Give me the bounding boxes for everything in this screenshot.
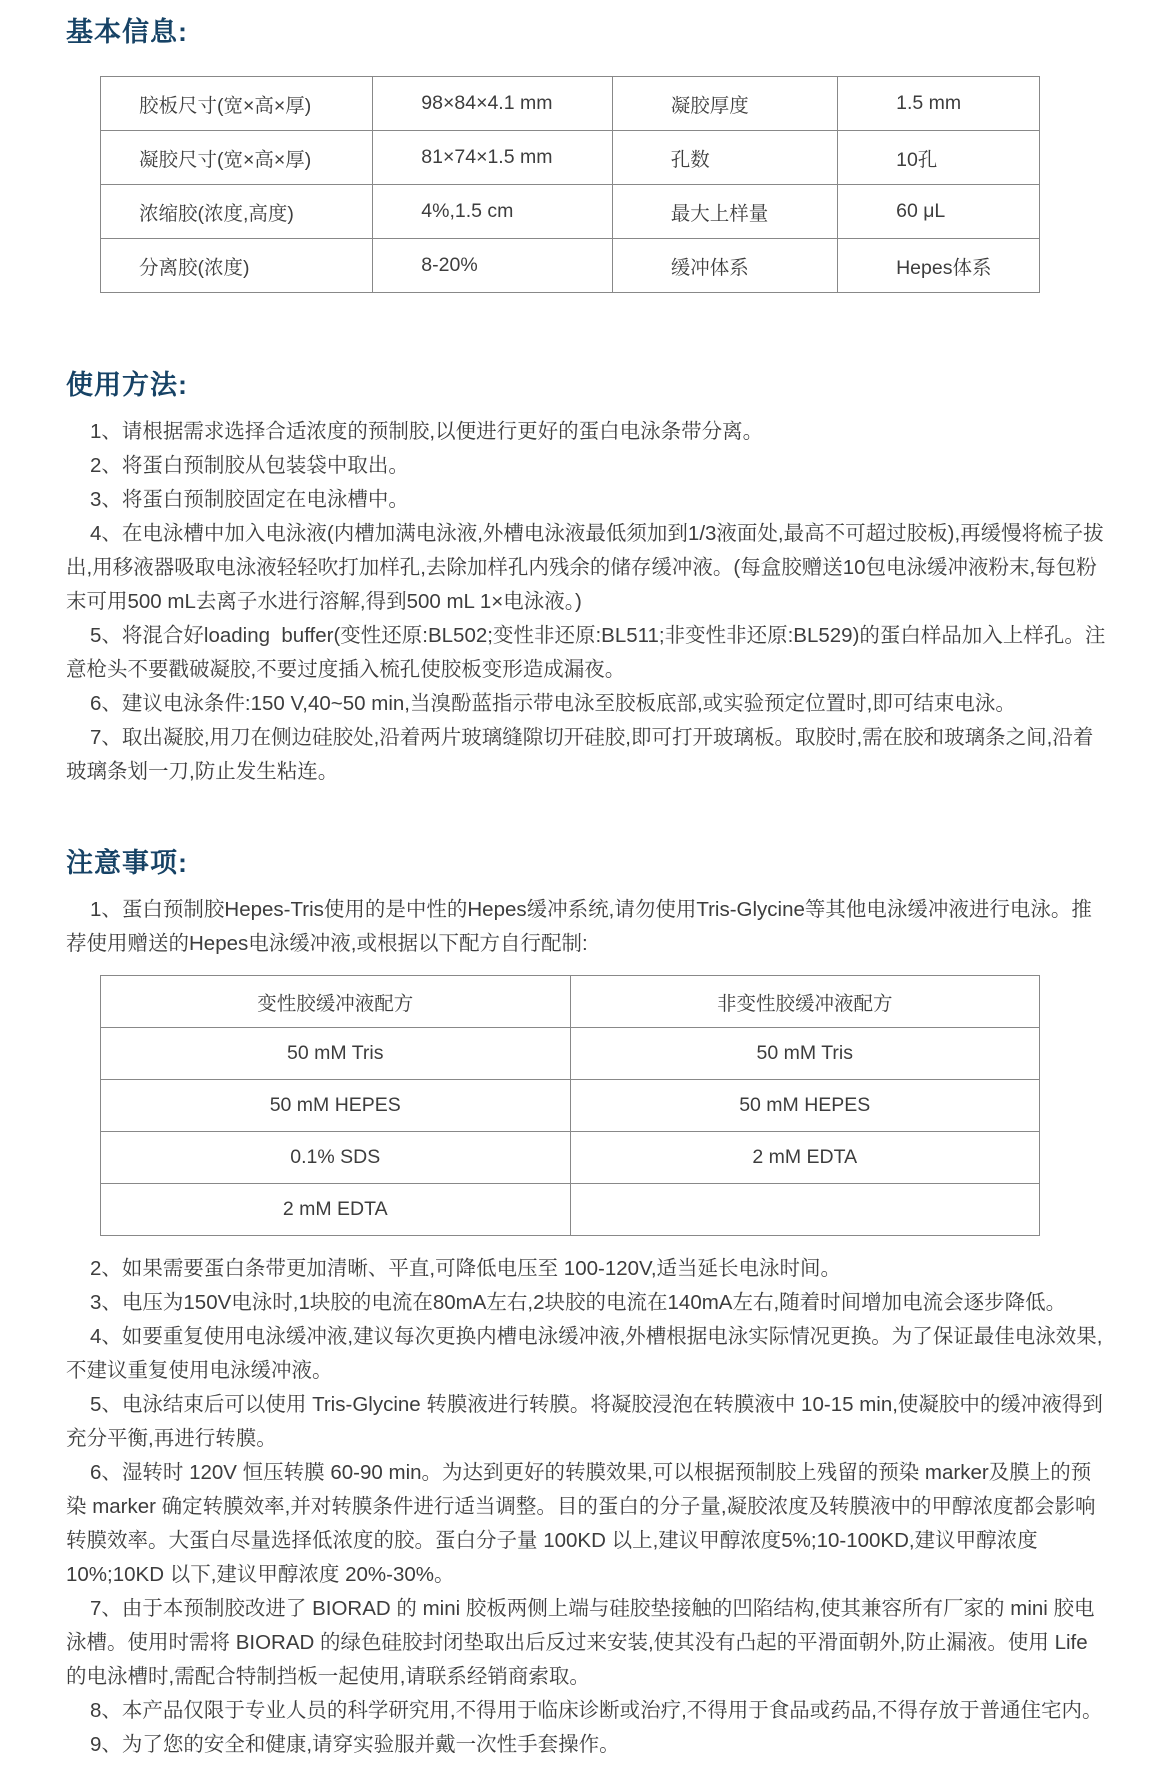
- table-cell: 50 mM Tris: [570, 1028, 1040, 1080]
- table-cell: 98×84×4.1 mm: [373, 77, 612, 131]
- table-cell: 1.5 mm: [838, 77, 1040, 131]
- buffer-recipe-table: [100, 975, 1040, 1236]
- table-cell: 凝胶尺寸(宽×高×厚): [101, 131, 373, 185]
- table-row: [101, 1028, 1040, 1080]
- table-cell: 10孔: [838, 131, 1040, 185]
- table-cell: Hepes体系: [838, 239, 1040, 293]
- usage-item: 3、将蛋白预制胶固定在电泳槽中。: [90, 488, 409, 511]
- precaution-item: 4、如要重复使用电泳缓冲液,建议每次更换内槽电泳缓冲液,外槽根据电泳实际情况更换。为了保证最佳电泳效果,不建议重复使用电泳缓冲液。: [66, 1325, 1103, 1382]
- table-row: [101, 131, 1040, 185]
- usage-item: 4、在电泳槽中加入电泳液(内槽加满电泳液,外槽电泳液最低须加到1/3液面处,最高不可超过胶板),再缓慢将梳子拔出,用移液器吸取电泳液轻轻吹打加样孔,去除加样孔内残余的储存缓冲液。(每盒胶赠送10包电泳缓冲液粉末,每包粉末可用500 mL去离子水进行溶解,得到500 mL 1×电泳液。): [66, 522, 1104, 613]
- table-cell: 60 μL: [838, 185, 1040, 239]
- table-cell: 最大上样量: [612, 185, 837, 239]
- usage-item: 5、将混合好loading buffer(变性还原:BL502;变性非还原:BL511;非变性非还原:BL529)的蛋白样品加入上样孔。注意枪头不要戳破凝胶,不要过度插入梳孔使胶板变形造成漏夜。: [66, 624, 1106, 681]
- table-cell: 浓缩胶(浓度,高度): [101, 185, 373, 239]
- table-row: [101, 976, 1040, 1028]
- usage-title: 使用方法:: [66, 370, 188, 400]
- precautions-title: 注意事项:: [66, 848, 188, 878]
- table-cell: 胶板尺寸(宽×高×厚): [101, 77, 373, 131]
- precaution-item: 5、电泳结束后可以使用 Tris-Glycine 转膜液进行转膜。将凝胶浸泡在转膜液中 10-15 min,使凝胶中的缓冲液得到充分平衡,再进行转膜。: [66, 1393, 1103, 1450]
- table-header-cell: 变性胶缓冲液配方: [101, 976, 571, 1028]
- precaution-item: 8、本产品仅限于专业人员的科学研究用,不得用于临床诊断或治疗,不得用于食品或药品,不得存放于普通住宅内。: [90, 1699, 1103, 1722]
- table-cell: 50 mM Tris: [101, 1028, 571, 1080]
- precaution-item: 1、蛋白预制胶Hepes-Tris使用的是中性的Hepes缓冲系统,请勿使用Tris-Glycine等其他电泳缓冲液进行电泳。推荐使用赠送的Hepes电泳缓冲液,或根据以下配方自行配制:: [66, 898, 1092, 955]
- table-cell: 0.1% SDS: [101, 1132, 571, 1184]
- basic-info-title: 基本信息:: [66, 17, 188, 47]
- table-header-cell: 非变性胶缓冲液配方: [570, 976, 1040, 1028]
- usage-item: 7、取出凝胶,用刀在侧边硅胶处,沿着两片玻璃缝隙切开硅胶,即可打开玻璃板。取胶时,需在胶和玻璃条之间,沿着玻璃条划一刀,防止发生粘连。: [66, 726, 1094, 783]
- table-cell: 孔数: [612, 131, 837, 185]
- usage-item: 6、建议电泳条件:150 V,40~50 min,当溴酚蓝指示带电泳至胶板底部,或实验预定位置时,即可结束电泳。: [90, 692, 1016, 715]
- usage-list: [66, 415, 1111, 789]
- table-cell: 4%,1.5 cm: [373, 185, 612, 239]
- table-cell: 缓冲体系: [612, 239, 837, 293]
- table-row: [101, 1184, 1040, 1236]
- basic-info-table: [100, 76, 1040, 293]
- table-cell: 凝胶厚度: [612, 77, 837, 131]
- table-row: [101, 77, 1040, 131]
- precaution-item: 7、由于本预制胶改进了 BIORAD 的 mini 胶板两侧上端与硅胶垫接触的凹陷结构,使其兼容所有厂家的 mini 胶电泳槽。使用时需将 BIORAD 的绿色硅胶封闭垫取出后反过来安装,使其没有凸起的平滑面朝外,防止漏液。使用 Life 的电泳槽时,需配合特制挡板一起使用,请联系经销商索取。: [66, 1597, 1095, 1688]
- table-row: [101, 1132, 1040, 1184]
- table-cell: 50 mM HEPES: [101, 1080, 571, 1132]
- usage-item: 2、将蛋白预制胶从包装袋中取出。: [90, 454, 409, 477]
- precaution-item: 6、湿转时 120V 恒压转膜 60-90 min。为达到更好的转膜效果,可以根据预制胶上残留的预染 marker及膜上的预染 marker 确定转膜效率,并对转膜条件进行适当调整。目的蛋白的分子量,凝胶浓度及转膜液中的甲醇浓度都会影响转膜效率。大蛋白尽量选择低浓度的胶。蛋白分子量 100KD 以上,建议甲醇浓度5%;10-100KD,建议甲醇浓度 10%;10KD 以下,建议甲醇浓度 20%-30%。: [66, 1461, 1096, 1586]
- table-cell: 分离胶(浓度): [101, 239, 373, 293]
- usage-item: 1、请根据需求选择合适浓度的预制胶,以便进行更好的蛋白电泳条带分离。: [90, 420, 764, 443]
- table-row: [101, 1080, 1040, 1132]
- table-row: [101, 185, 1040, 239]
- precautions-list: [66, 893, 1111, 1762]
- table-cell: 50 mM HEPES: [570, 1080, 1040, 1132]
- table-cell: 2 mM EDTA: [570, 1132, 1040, 1184]
- precaution-item: 9、为了您的安全和健康,请穿实验服并戴一次性手套操作。: [90, 1733, 620, 1756]
- table-cell: 81×74×1.5 mm: [373, 131, 612, 185]
- precaution-item: 3、电压为150V电泳时,1块胶的电流在80mA左右,2块胶的电流在140mA左右,随着时间增加电流会逐步降低。: [90, 1291, 1067, 1314]
- table-cell: 8-20%: [373, 239, 612, 293]
- table-row: [101, 239, 1040, 293]
- precaution-item: 2、如果需要蛋白条带更加清晰、平直,可降低电压至 100-120V,适当延长电泳时间。: [90, 1257, 842, 1280]
- table-cell: [570, 1184, 1040, 1236]
- table-cell: 2 mM EDTA: [101, 1184, 571, 1236]
